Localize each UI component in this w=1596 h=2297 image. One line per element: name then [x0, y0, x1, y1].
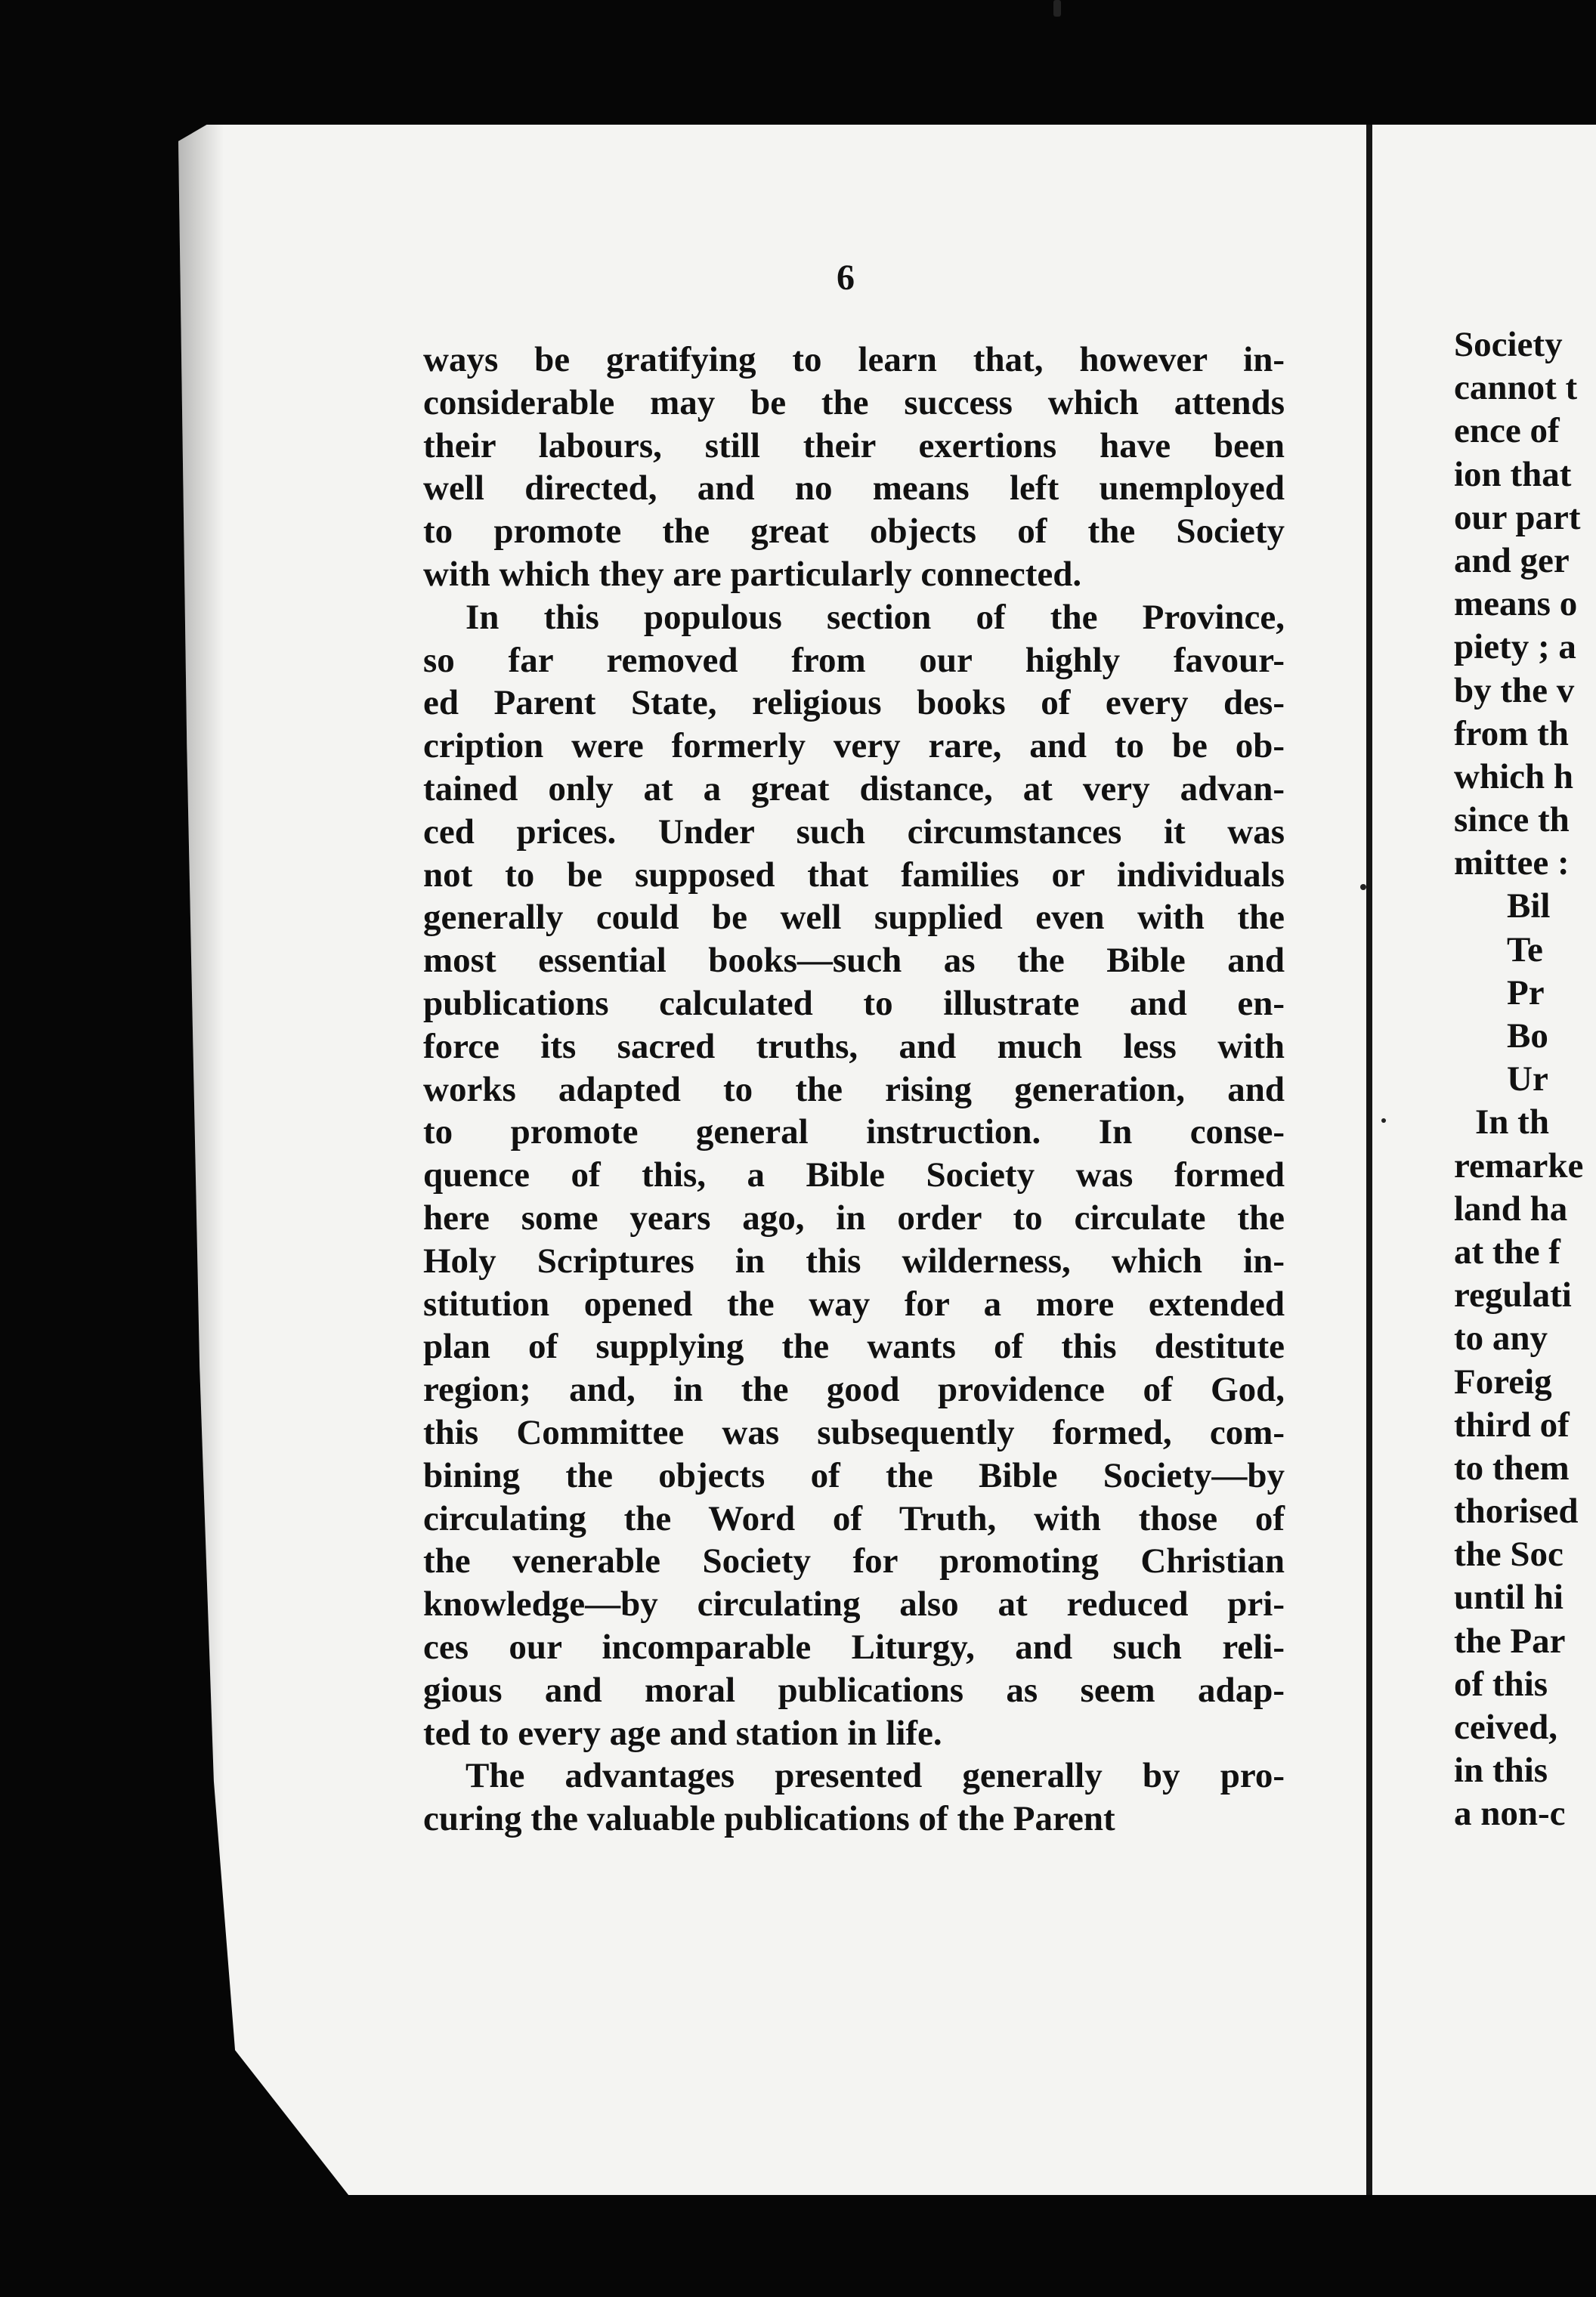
text-line: ced prices. Under such circumstances it was — [423, 812, 1285, 852]
text-fragment: ence of — [1454, 411, 1560, 451]
left-text-column — [423, 339, 1285, 1841]
text-line: stitution opened the way for a more extended — [423, 1284, 1285, 1324]
text-line: most essential books—such as the Bible and — [423, 941, 1285, 981]
text-fragment: the Soc — [1454, 1535, 1564, 1575]
text-line: quence of this, a Bible Society was formed — [423, 1155, 1285, 1195]
text-line: cription were formerly very rare, and to be ob- — [423, 726, 1285, 766]
text-fragment: of this — [1454, 1664, 1548, 1704]
text-line: publications calculated to illustrate and en- — [423, 983, 1285, 1023]
text-line: gious and moral publications as seem adap- — [423, 1670, 1285, 1710]
text-fragment: since th — [1454, 800, 1570, 840]
text-fragment: which h — [1454, 756, 1574, 796]
text-line: considerable may be the success which attends — [423, 382, 1285, 422]
text-fragment: ceived, — [1454, 1708, 1558, 1747]
text-line: the venerable Society for promoting Christian — [423, 1541, 1285, 1581]
text-line: to promote general instruction. In conse- — [423, 1112, 1285, 1152]
text-fragment: Foreig — [1454, 1362, 1552, 1402]
text-line: so far removed from our highly favour- — [423, 640, 1285, 680]
text-fragment: Te — [1507, 929, 1543, 969]
text-line: curing the valuable publications of the Parent — [423, 1799, 1115, 1839]
text-line: force its sacred truths, and much less with — [423, 1026, 1285, 1066]
text-line: bining the objects of the Bible Society—by — [423, 1455, 1285, 1495]
text-line: knowledge—by circulating also at reduced pri- — [423, 1584, 1285, 1625]
text-fragment: in this — [1454, 1751, 1548, 1791]
ink-speck — [1053, 0, 1061, 17]
text-fragment: remarke — [1454, 1145, 1584, 1186]
text-line: ed Parent State, religious books of every des- — [423, 683, 1285, 723]
right-text-column-fragment — [1454, 323, 1596, 1836]
text-line: ted to every age and station in life. — [423, 1713, 942, 1753]
text-line: In this populous section of the Province, — [466, 597, 1285, 637]
text-fragment: by the v — [1454, 670, 1575, 710]
text-line: plan of supplying the wants of this destitute — [423, 1327, 1285, 1367]
text-fragment: land ha — [1454, 1189, 1568, 1229]
text-fragment: our part — [1454, 497, 1581, 537]
text-fragment: means o — [1454, 584, 1578, 624]
text-fragment: third of — [1454, 1405, 1570, 1445]
text-fragment: Ur — [1507, 1059, 1548, 1099]
book-gutter — [1366, 125, 1372, 2195]
text-line: Holy Scriptures in this wilderness, which in- — [423, 1241, 1285, 1281]
text-line: with which they are particularly connected. — [423, 554, 1082, 594]
text-line: here some years ago, in order to circulate the — [423, 1198, 1285, 1238]
text-fragment: mittee : — [1454, 843, 1570, 883]
text-fragment: to any — [1454, 1319, 1548, 1359]
ink-speck — [1360, 884, 1366, 890]
text-line: tained only at a great distance, at very advan- — [423, 768, 1285, 808]
text-line: this Committee was subsequently formed, com- — [423, 1412, 1285, 1452]
text-fragment: at the f — [1454, 1232, 1560, 1272]
text-fragment: Bo — [1507, 1016, 1548, 1056]
text-line: not to be supposed that families or individuals — [423, 855, 1285, 895]
text-line: to promote the great objects of the Society — [423, 512, 1285, 552]
text-line: their labours, still their exertions have been — [423, 425, 1285, 465]
text-fragment: Bil — [1507, 886, 1551, 926]
text-fragment: Society — [1454, 325, 1563, 364]
page-number: 6 — [837, 258, 855, 298]
text-line: The advantages presented generally by pro- — [466, 1756, 1285, 1796]
text-fragment: piety ; a — [1454, 627, 1576, 667]
text-line: ces our incomparable Liturgy, and such reli- — [423, 1627, 1285, 1667]
text-fragment: a non-c — [1454, 1794, 1566, 1834]
text-fragment: and ger — [1454, 540, 1570, 580]
text-fragment: ion that — [1454, 454, 1572, 494]
text-line: circulating the Word of Truth, with those of — [423, 1498, 1285, 1538]
ink-speck — [1381, 1118, 1386, 1123]
text-fragment: regulati — [1454, 1275, 1572, 1315]
text-line: generally could be well supplied even with the — [423, 898, 1285, 938]
text-fragment: cannot t — [1454, 368, 1578, 408]
text-line: ways be gratifying to learn that, however in- — [423, 340, 1285, 379]
text-line: region; and, in the good providence of God, — [423, 1370, 1285, 1410]
text-fragment: to them — [1454, 1448, 1570, 1488]
text-line: works adapted to the rising generation, and — [423, 1069, 1285, 1109]
text-fragment: until hi — [1454, 1578, 1564, 1618]
text-fragment: from th — [1454, 713, 1569, 753]
text-fragment: the Par — [1454, 1621, 1566, 1661]
text-fragment: In th — [1475, 1102, 1549, 1142]
text-fragment: Pr — [1507, 972, 1545, 1012]
text-line: well directed, and no means left unemployed — [423, 468, 1285, 509]
text-fragment: thorised — [1454, 1492, 1579, 1532]
